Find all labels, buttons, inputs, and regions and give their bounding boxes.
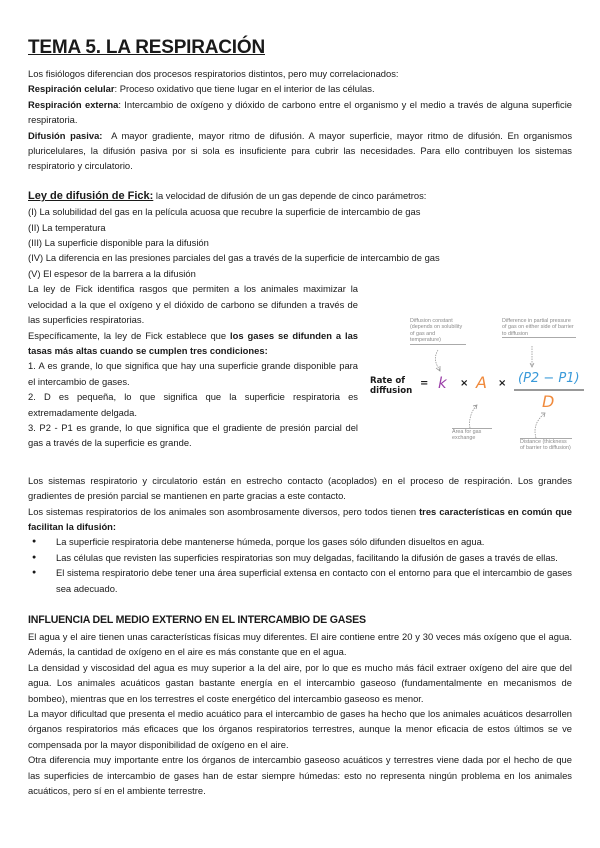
list-item: ● El sistema respiratorio debe tener una área superficial extensa en contacto con el entorno para que el intercambio de gases sea adecuado. (50, 565, 572, 596)
text-bold: tres características en común que facilitan la difusión: (28, 505, 572, 532)
term: Respiración celular (28, 83, 115, 95)
fick-equation-diagram (370, 316, 598, 456)
annotation-pressure: Difference in partial pressure of gas on either side of barrier to diffusion (502, 318, 576, 338)
annotation-k: Diffusion constant (depends on solubility of gas and temperature) (410, 318, 466, 345)
text: Los sistemas respiratorios de los animales son asombrosamente diversos, pero todos tienen (28, 505, 420, 517)
fick-title: Ley de difusión de Fick: (28, 189, 154, 202)
times-sign: × (498, 378, 507, 389)
definition-text: : Intercambio de oxígeno y dióxido de carbono entre el organismo y el medio a través de alguna superficie respiratoria. (28, 98, 572, 126)
definition-text: A mayor gradiente, mayor ritmo de difusión. A mayor superficie, mayor ritmo de difusión. En organismos pluricelulares, la difusión pasiva por si sola es insuficiente para cubrir las necesidades. Para ello contribuyen los sistemas respiratorio y circulatorio. (28, 129, 575, 172)
condition-item: 3. P2 - P1 es grande, lo que significa que el gradiente de presión parcial del gas a través de la superficie es grande. (28, 421, 358, 449)
definition-external (28, 97, 572, 128)
area-A: A (476, 373, 487, 392)
term: Respiración externa (28, 98, 119, 110)
definition-cellular (28, 81, 572, 96)
influence-paragraph: La densidad y viscosidad del agua es muy superior a la del aire, por lo que es mucho más fácil extraer oxígeno del aire que del agua. Los animales acuáticos gastan bastante energía en el intercambio gaseoso (fundamentalmente en mecanismos de bombeo), mientras que en los terrestres el coste energético del intercambio gaseoso es menor. (28, 661, 572, 704)
section-heading-influence: INFLUENCIA DEL MEDIO EXTERNO EN EL INTERCAMBIO DE GASES (28, 614, 366, 626)
fick-param: (V) El espesor de la barrera a la difusión (28, 267, 196, 279)
influence-paragraph: El agua y el aire tienen unas características físicas muy diferentes. El aire contiene entre 20 y 30 veces más oxígeno que el agua. Además, la cantidad de oxígeno en el aire es más constante que en el agua. (28, 631, 572, 658)
text: Específicamente, la ley de Fick establece que (28, 329, 231, 341)
fick-param: (III) La superficie disponible para la difusión (28, 237, 209, 249)
text: : (264, 344, 268, 356)
fick-paragraph-2 (28, 328, 358, 359)
pressure-difference: (P2 − P1) (518, 371, 580, 386)
fick-param: (I) La solubilidad del gas en la película acuosa que recubre la superficie de intercambio de gas (28, 206, 421, 218)
fick-param: (IV) La diferencia en las presiones parciales del gas a través de la superficie de intercambio de gas (28, 252, 440, 264)
definition-text: : Proceso oxidativo que tiene lugar en el interior de las células. (114, 83, 375, 95)
page-title: TEMA 5. LA RESPIRACIÓN (28, 37, 265, 58)
fick-heading (28, 188, 572, 204)
influence-paragraph: Otra diferencia muy importante entre los órganos de intercambio gaseoso acuáticos y terrestres viene dada por el hecho de que las superficies de intercambio de gases han de estar siempre húmedas: esto no representa ningún problema en los animales acuáticos, pero sí en el ambiente terrestre. (28, 754, 572, 797)
list-item: ● Las células que revisten las superficies respiratorias son muy delgadas, facilitando la difusión de gases a través de ellas. (50, 550, 572, 565)
condition-item: 2. D es pequeña, lo que significa que la superficie respiratoria es extremadamente delgada. (28, 391, 358, 418)
fick-conditions-column (28, 328, 358, 451)
term: Difusión pasiva: (28, 129, 103, 141)
constant-k: k (438, 374, 447, 392)
times-sign: × (460, 378, 469, 389)
annotation-area: Area for gas exchange (452, 428, 492, 442)
fick-paragraph-1: La ley de Fick identifica rasgos que permiten a los animales maximizar la velocidad a la que el oxígeno y el dióxido de carbono se difunden a través de las superficies respiratorias. (28, 283, 358, 326)
influence-paragraph: La mayor dificultad que presenta el medio acuático para el intercambio de gases ha hecho que los animales acuáticos desarrollen órganos respiratorios más eficaces que los órganos respiratorios terrestres, aunque la menor eficacia de estos últimos se ve compensada por la mayor disponibilidad de oxígeno en el aire. (28, 708, 572, 750)
fick-subtitle: la velocidad de difusión de un gas depende de cinco parámetros: (153, 189, 427, 201)
annotation-distance: Distance (thickness of barrier to diffusion) (520, 439, 571, 452)
text-bold: los gases se difunden a las tasas más altas cuando se cumplen tres condiciones (28, 329, 359, 356)
fick-param: (II) La temperatura (28, 221, 106, 233)
definition-passive-diffusion (28, 128, 575, 174)
coupling-paragraph-2 (28, 504, 572, 535)
document-page (28, 36, 580, 798)
intro-paragraph: Los fisiólogos diferencian dos procesos respiratorios distintos, pero muy correlacionados: (28, 68, 399, 79)
equation-lhs: Rate of diffusion (370, 376, 413, 396)
distance-D: D (542, 392, 555, 411)
equals-sign: = (420, 378, 429, 389)
list-item: ● La superficie respiratoria debe mantenerse húmeda, porque los gases sólo difunden disueltos en agua. (50, 534, 572, 549)
coupling-paragraph-1: Los sistemas respiratorio y circulatorio están en estrecho contacto (acoplados) en el proceso de respiración. Los grandes gradientes de presión parcial se mantienen en parte gracias a este contacto. (28, 474, 572, 502)
condition-item: 1. A es grande, lo que significa que hay una superficie grande disponible para el intercambio de gases. (28, 360, 358, 387)
characteristics-list (28, 534, 572, 596)
